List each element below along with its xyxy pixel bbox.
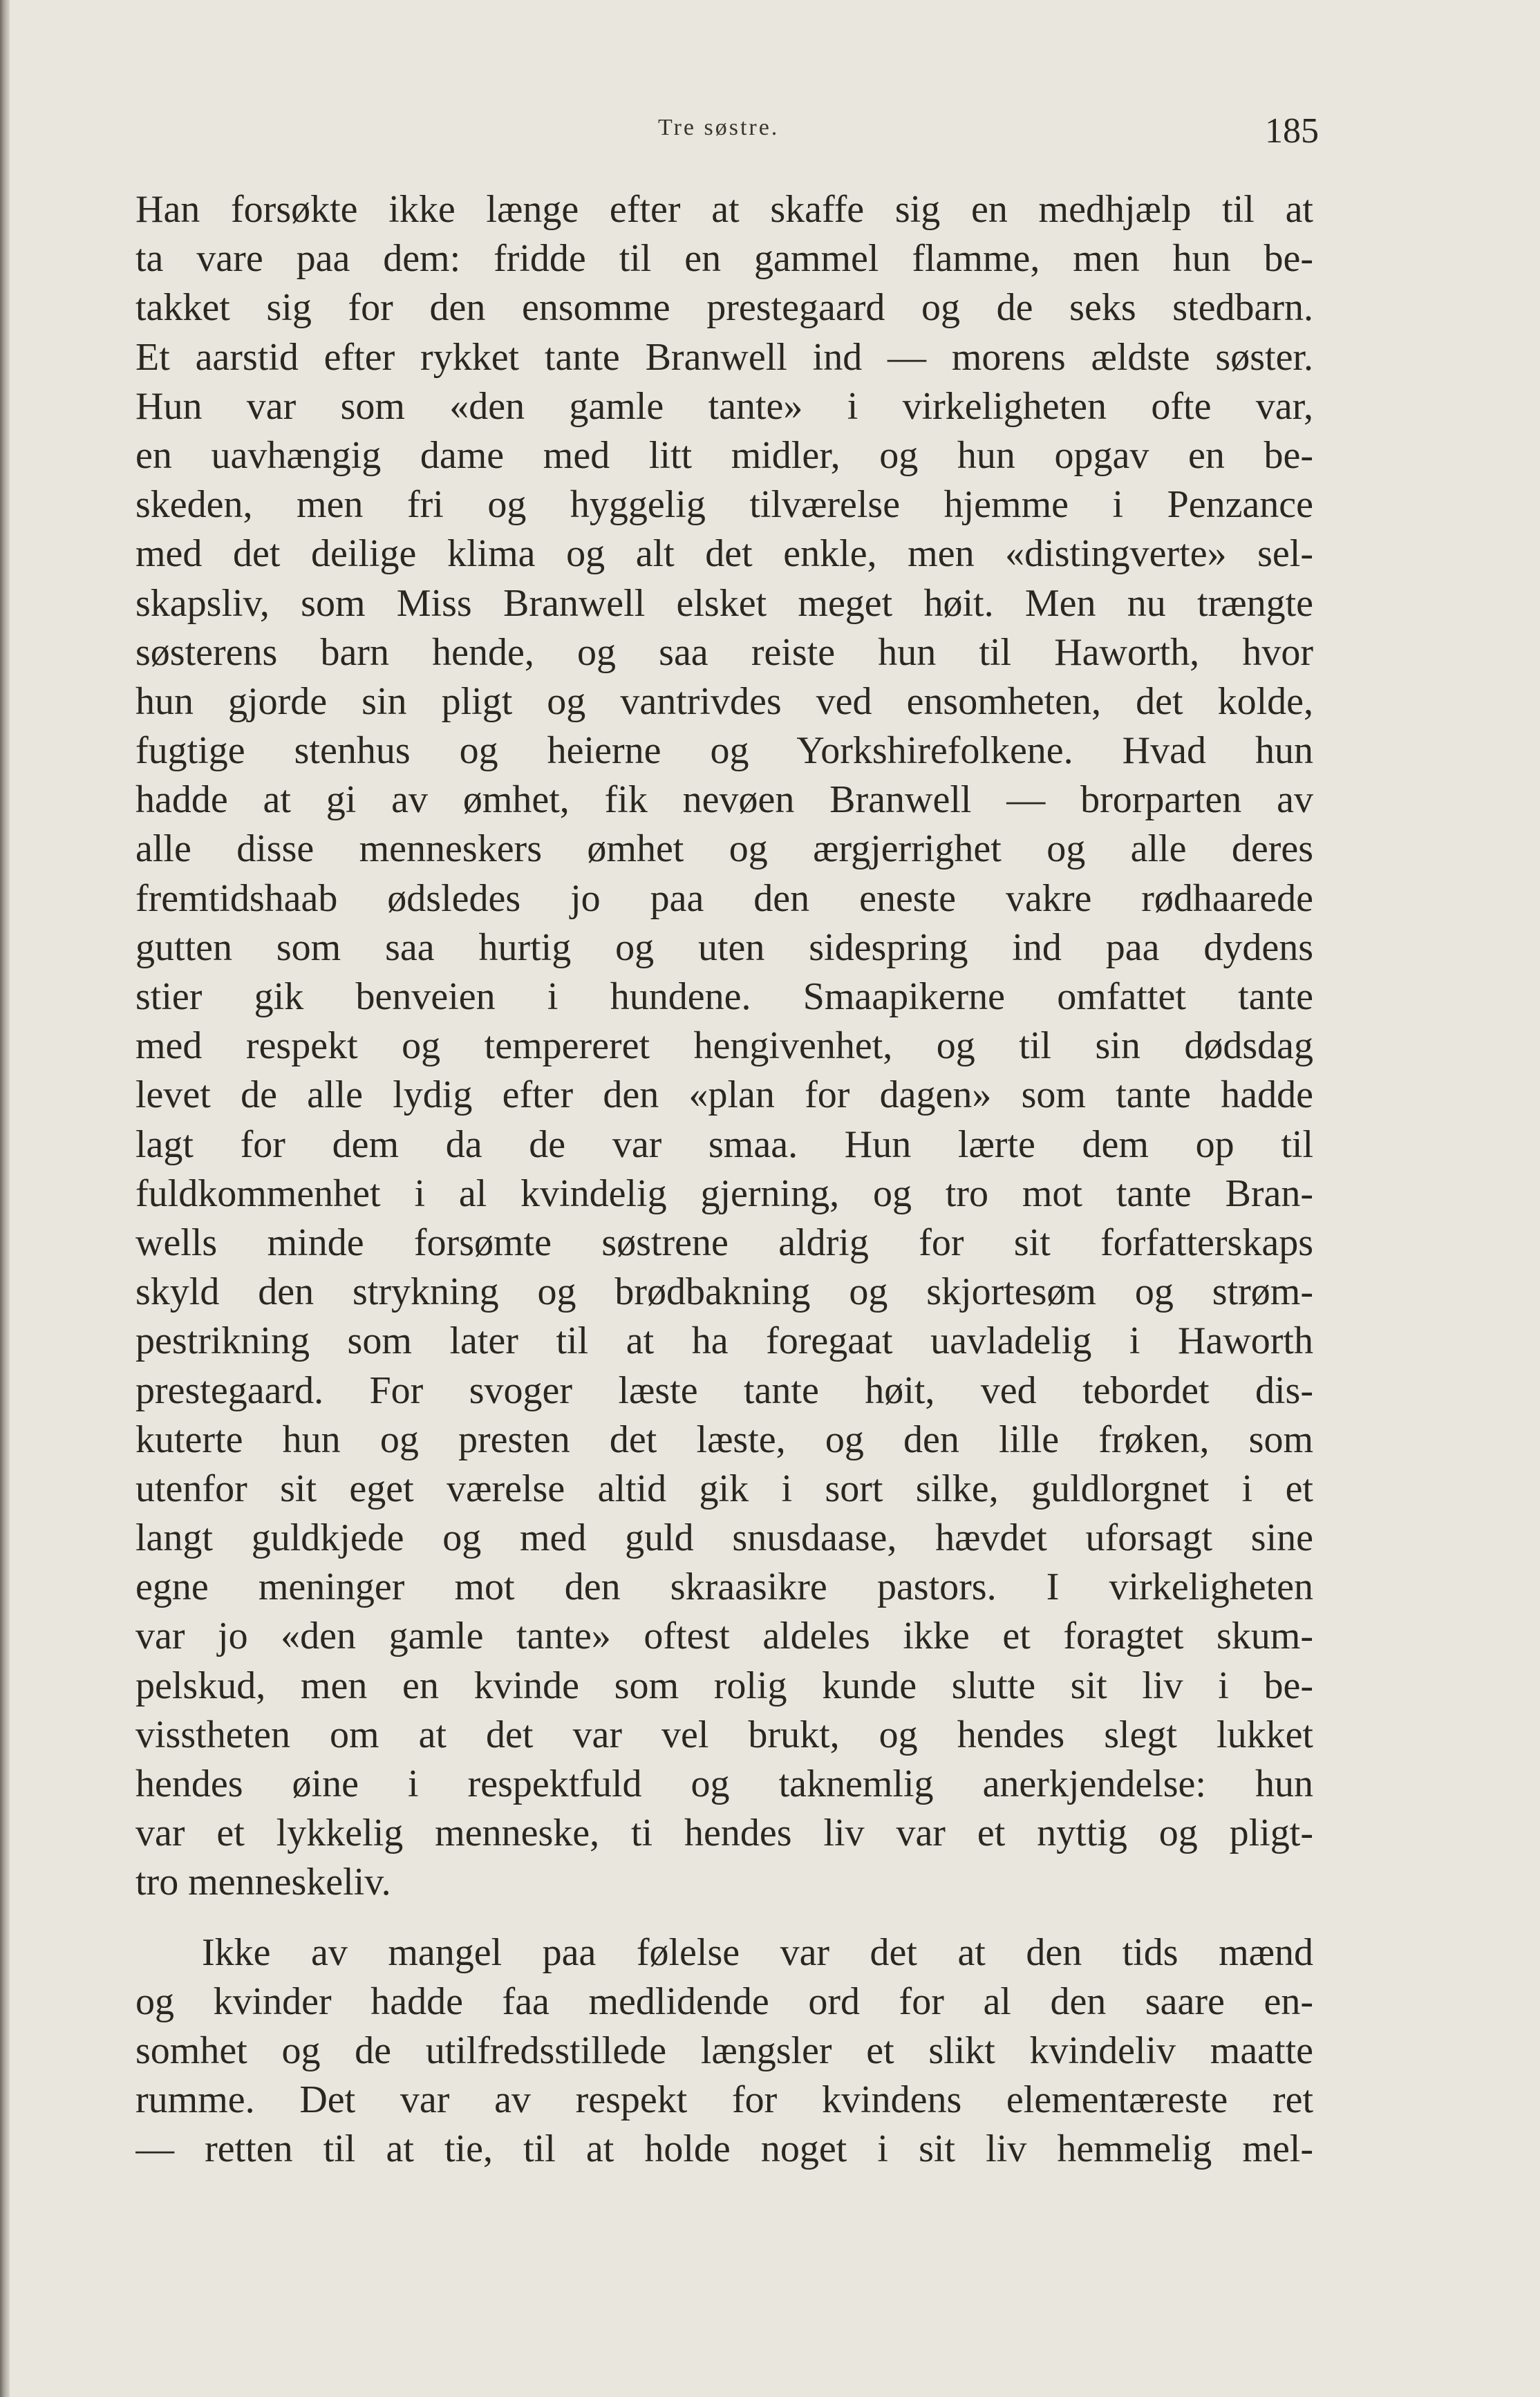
text-line: med respekt og tempereret hengivenhet, og til sin dødsdag: [135, 1024, 1313, 1068]
text-line: tro menneskeliv.: [135, 1861, 391, 1904]
body-text: [135, 185, 1313, 2174]
text-line: somhet og de utilfredsstillede længsler et slikt kvindeliv maatte: [135, 2029, 1313, 2072]
text-line: fremtidshaab ødsledes jo paa den eneste vakre rødhaarede: [135, 876, 1313, 920]
text-line: visstheten om at det var vel brukt, og hendes slegt lukket: [135, 1713, 1313, 1756]
page-number: 185: [1265, 111, 1319, 151]
text-line: lagt for dem da de var smaa. Hun lærte dem op til: [135, 1122, 1313, 1166]
paragraph-1: [135, 185, 1313, 1908]
text-line: fugtige stenhus og heierne og Yorkshirefolkene. Hvad hun: [135, 729, 1313, 773]
text-line: gutten som saa hurtig og uten sidespring ind paa dydens: [135, 925, 1313, 969]
text-line: hendes øine i respektfuld og taknemlig anerkjendelse: hun: [135, 1762, 1313, 1805]
text-line: søsterens barn hende, og saa reiste hun til Haworth, hvor: [135, 630, 1313, 674]
paragraph-2: [135, 1928, 1313, 2174]
text-line: fuldkommenhet i al kvindelig gjerning, og tro mot tante Bran-: [135, 1172, 1313, 1215]
text-line: og kvinder hadde faa medlidende ord for al den saare en-: [135, 1980, 1313, 2023]
text-line: skeden, men fri og hyggelig tilværelse hjemme i Penzance: [135, 483, 1313, 527]
text-line: Han forsøkte ikke længe efter at skaffe sig en medhjælp til at: [135, 188, 1313, 231]
text-line: — retten til at tie, til at holde noget i sit liv hemmelig mel-: [135, 2127, 1313, 2171]
text-line: utenfor sit eget værelse altid gik i sort silke, guldlorgnet i et: [135, 1467, 1313, 1510]
text-line: en uavhængig dame med litt midler, og hun opgav en be-: [135, 433, 1313, 477]
text-line: egne meninger mot den skraasikre pastors. I virkeligheten: [135, 1566, 1313, 1609]
text-line: pestrikning som later til at ha foregaat uavladelig i Haworth: [135, 1319, 1313, 1363]
text-line: Et aarstid efter rykket tante Branwell ind — morens ældste søster.: [135, 335, 1313, 379]
text-line: kuterte hun og presten det læste, og den lille frøken, som: [135, 1418, 1313, 1461]
text-line: langt guldkjede og med guld snusdaase, hævdet uforsagt sine: [135, 1516, 1313, 1560]
text-line: prestegaard. For svoger læste tante høit, ved tebordet dis-: [135, 1369, 1313, 1412]
text-line: rumme. Det var av respekt for kvindens elementæreste ret: [135, 2078, 1313, 2122]
paragraph-gap: [135, 1908, 1313, 1928]
text-line: skapsliv, som Miss Branwell elsket meget høit. Men nu trængte: [135, 581, 1313, 625]
text-line: hun gjorde sin pligt og vantrivdes ved ensomheten, det kolde,: [135, 679, 1313, 723]
text-line: ta vare paa dem: fridde til en gammel flamme, men hun be-: [135, 237, 1313, 281]
text-line: Hun var som «den gamle tante» i virkeligheten ofte var,: [135, 384, 1313, 428]
running-head: Tre søstre.: [658, 115, 780, 140]
text-line: alle disse menneskers ømhet og ærgjerrighet og alle deres: [135, 827, 1313, 871]
text-line: med det deilige klima og alt det enkle, men «distingverte» sel-: [135, 532, 1313, 576]
text-line: levet de alle lydig efter den «plan for dagen» som tante hadde: [135, 1073, 1313, 1117]
text-line: var jo «den gamle tante» oftest aldeles ikke et foragtet skum-: [135, 1615, 1313, 1658]
text-line: takket sig for den ensomme prestegaard og de seks stedbarn.: [135, 286, 1313, 330]
text-line: stier gik benveien i hundene. Smaapikerne omfattet tante: [135, 975, 1313, 1018]
text-line: Ikke av mangel paa følelse var det at den tids mænd: [202, 1930, 1313, 1974]
binding-edge: [0, 0, 10, 2397]
text-line: hadde at gi av ømhet, fik nevøen Branwell — brorparten av: [135, 778, 1313, 822]
text-line: var et lykkelig menneske, ti hendes liv var et nyttig og pligt-: [135, 1812, 1313, 1855]
text-line: pelskud, men en kvinde som rolig kunde slutte sit liv i be-: [135, 1664, 1313, 1707]
text-line: wells minde forsømte søstrene aldrig for sit forfatterskaps: [135, 1221, 1313, 1264]
text-line: skyld den strykning og brødbakning og skjortesøm og strøm-: [135, 1270, 1313, 1314]
